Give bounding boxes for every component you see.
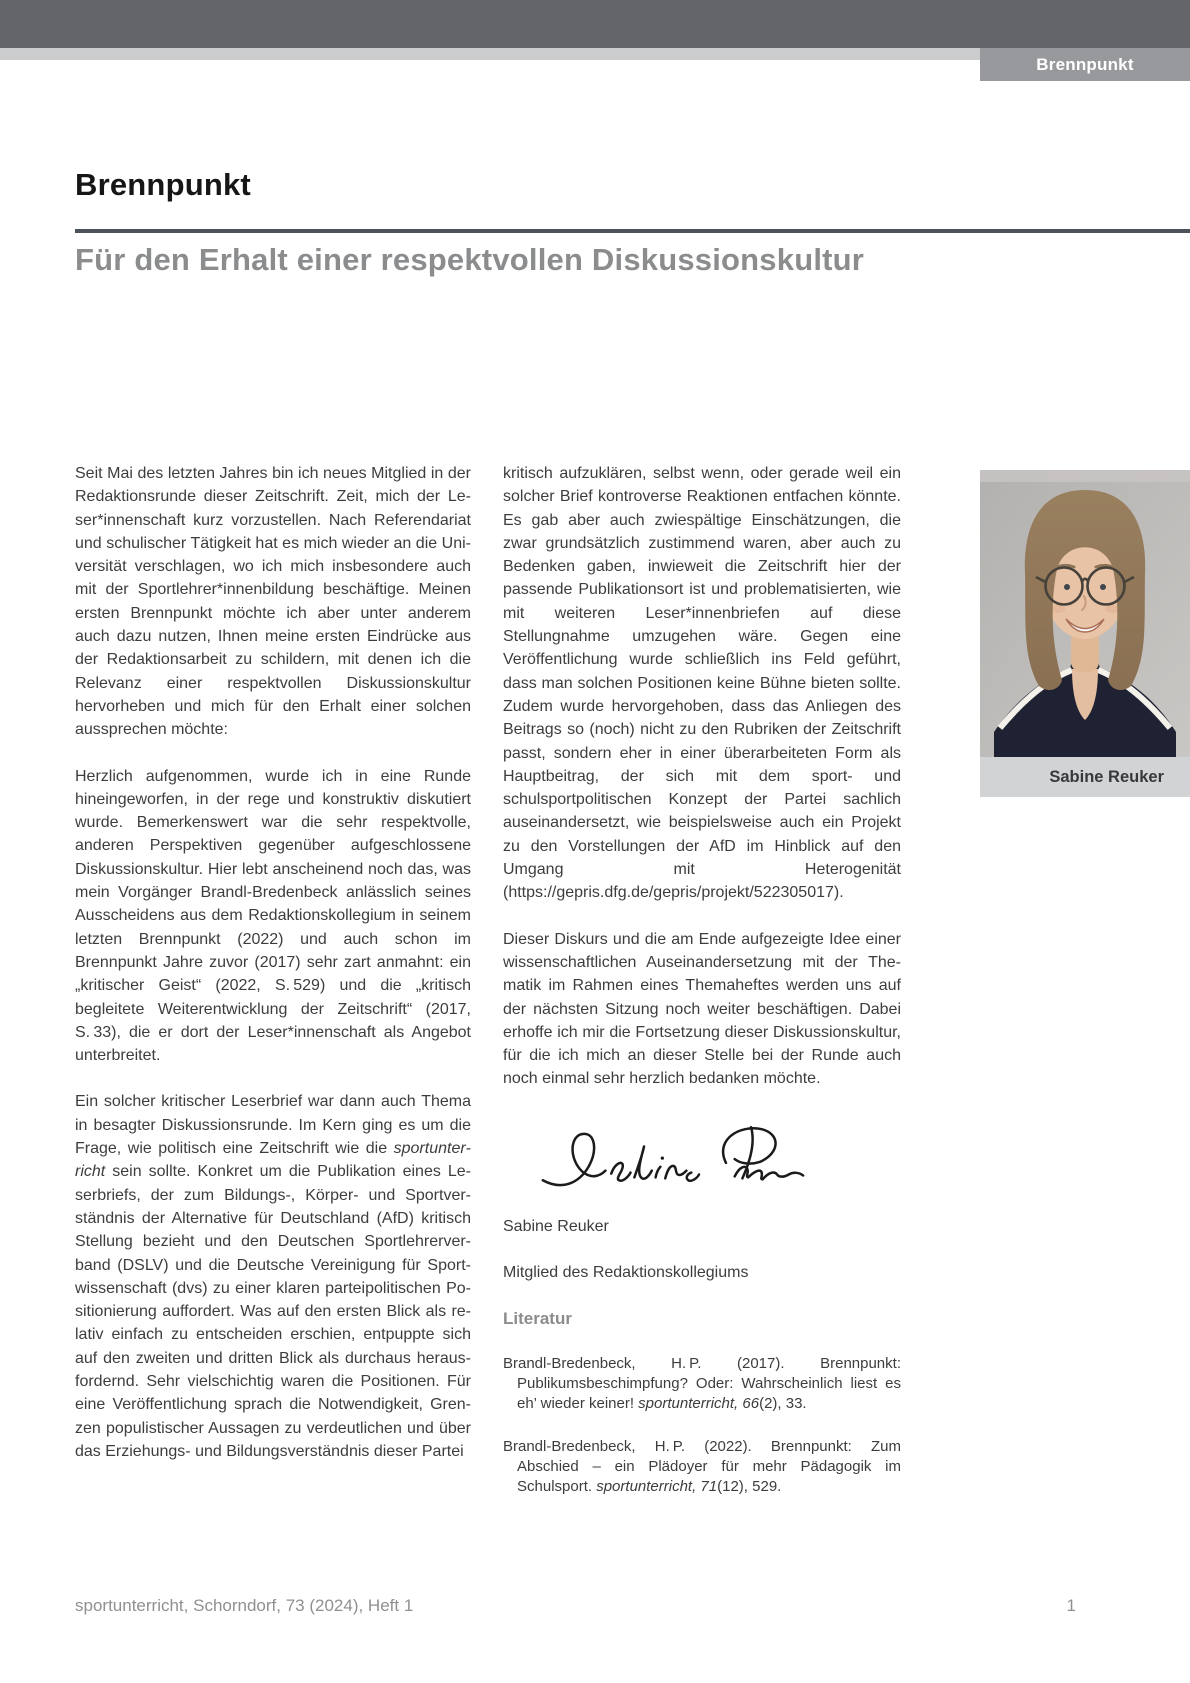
header-bar [0, 0, 1190, 48]
section-tab [980, 48, 1190, 81]
literature-heading: Literatur [503, 1309, 572, 1329]
paragraph: kritisch aufzuklären, selbst wenn, oder gerade weil ein solcher Brief kontroverse Reaktionen entfachen könnte. Es gab aber auch zwiespältige Einschätzungen, die zwar grundsätzlich zustimmend waren, aber auch zu Bedenken gaben, inwieweit die Zeitschrift hier der passende Publikationsort ist und problematisierten, wie mit weiteren Leser*innenbriefen auf diese Stellungnahme umzugehen wäre. Gegen eine Veröffentlichung wurde schließlich ins Feld geführt, dass man solchen Positionen keine Bühne bieten sollte. Zudem wurde hervorgehoben, dass das Anliegen des Beitrags so (noch) nicht zu den Rubriken der Zeitschrift passt, sondern eher in einer überarbeiteten Form als Hauptbeitrag, der sich mit dem sport- und schulsportpolitischen Konzept der Partei sachlich auseinandersetzt, wie beispielsweise auch ein Projekt zu den Vorstellungen der AfD im Hinblick auf den Umgang mit Heterogenität (https://gepris.dfg.de/gepris/projekt/522305017). [503, 465, 901, 902]
portrait-caption: Sabine Reuker [980, 757, 1190, 797]
paragraph: Ein solcher kritischer Leserbrief war dann auch Thema in besagter Diskussionsrunde. Im Kern ging es um die Frage, wie politisch eine Zeitschrift wie die sportunterricht sein sollte. Konkret um die Publikation eines Leserbriefs, der zum Bildungs-, Körper- und Sportverständnis der Alternative für Deutschland (AfD) kritisch Stellung bezieht und den Deutschen Sportlehrerverband (DSLV) und die Deutsche Vereinigung für Sportwissenschaft (dvs) zu einer klaren parteipolitischen Positionierung auffordert. Was auf den ersten Blick als relativ einfach zu entscheiden erschien, entpuppte sich auf den zweiten und dritten Blick als durchaus herausfordernd. Sehr vielschichtig waren die Positionen. Für eine Veröffentlichung sprach die Notwendigkeit, Grenzen populistischer Aussagen zu verdeutlichen und über das Erziehungs- und Bildungsverständnis dieser Partei [75, 1093, 471, 1460]
reference-item: Brandl-Bredenbeck, H. P. (2017). Brennpunkt: Publikumsbeschimpfung? Oder: Wahrscheinlich liest es eh’ wieder keiner! sportunterricht, 66(2), 33. [503, 1354, 901, 1412]
text-column-2 [503, 462, 901, 1497]
section-tab-label: Brennpunkt [1036, 54, 1134, 74]
portrait-photo [980, 470, 1190, 757]
title-rule [75, 229, 1190, 233]
reference-item: Brandl-Bredenbeck, H. P. (2022). Brennpunkt: Zum Abschied – ein Plädoyer für mehr Pädagogik im Schulsport. sportunterricht, 71(12), 529. [503, 1437, 901, 1495]
text-column-1 [75, 462, 471, 1463]
header-strip [0, 48, 980, 60]
signoff-role: Mitglied des Redaktionskollegiums [503, 1264, 749, 1282]
footer-page-number: 1 [1066, 1596, 1076, 1615]
paragraph: Herzlich aufgenommen, wurde ich in eine Runde hineingeworfen, in der rege und konstruktiv diskutiert wurde. Bemerkenswert war die sehr respektvolle, anderen Perspektiven gegenüber aufgeschlossene Diskussionskultur. Hier lebt anscheinend noch das, was mein Vorgänger Brandl-Bredenbeck anlässlich seines Ausscheidens aus dem Redaktionskollegium in seinem letzten Brennpunkt (2022) und auch schon im Brennpunkt Jahre zuvor (2017) sehr zart anmahnt: ein „kritischer Geist“ (2022, S. 529) und die „kritisch begleitete Weiterentwicklung der Zeitschrift“ (2017, S. 33), die er dort der Leser*innenschaft als Angebot unterbreitet. [75, 767, 471, 1065]
paragraph: Seit Mai des letzten Jahres bin ich neues Mitglied in der Redaktionsrunde dieser Zeitschrift. Zeit, mich der Leser*innenschaft kurz vorzustellen. Nach Referendariat und schulischer Tätigkeit hat es mich wieder an die Universität verschlagen, wo ich mich insbesondere auch mit der Sportlehrer*innenbildung beschäftige. Meinen ersten Brennpunkt möchte ich aber unter anderem auch dazu nutzen, Ihnen meine ersten Eindrücke aus der Redaktionsarbeit zu schildern, mit denen ich die Relevanz einer respektvollen Diskussionskultur hervorheben und mich für den Erhalt einer solchen aussprechen möchte: [75, 465, 471, 739]
portrait-block [980, 470, 1190, 797]
signature-image [537, 1121, 807, 1201]
signoff-name: Sabine Reuker [503, 1217, 609, 1235]
article-title: Für den Erhalt einer respektvollen Diskussionskultur [75, 242, 865, 277]
section-title: Brennpunkt [75, 167, 251, 202]
paragraph: Dieser Diskurs und die am Ende aufgezeigte Idee einer wissenschaftlichen Auseinandersetzung mit der Thematik im Rahmen eines Themaheftes werden uns auf der nächsten Sitzung noch weiter beschäftigen. Dabei erhoffe ich mir die Fortsetzung dieser Diskussionskultur, für die ich mich an dieser Stelle bei der Runde auch noch einmal sehr herzlich bedanken möchte. [503, 930, 901, 1088]
footer-journal-line: sportunterricht, Schorndorf, 73 (2024), Heft 1 [75, 1596, 414, 1615]
